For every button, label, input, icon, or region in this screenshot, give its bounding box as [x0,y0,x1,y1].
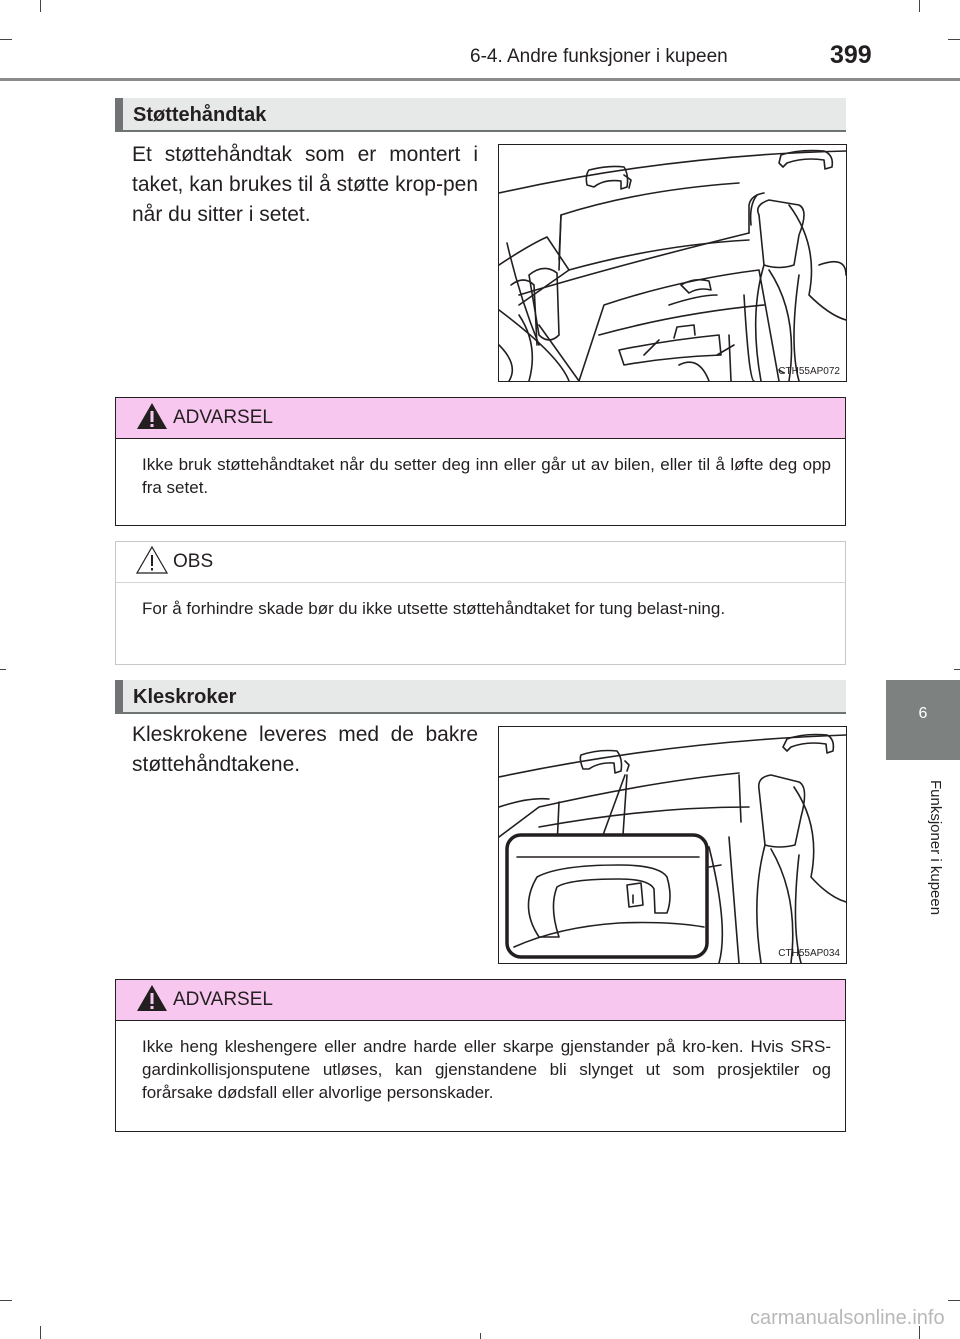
section-title: 6-4. Andre funksjoner i kupeen [470,46,728,67]
page-number: 399 [830,41,872,69]
caution-box [115,541,846,665]
warning-title: ADVARSEL [173,407,273,428]
warning-box [115,397,846,526]
crop-mark [480,1333,481,1339]
warning-header [116,398,845,439]
caution-title: OBS [173,551,214,572]
figure-code: CTH55AP072 [778,366,840,377]
coat-hook-illustration [498,726,847,964]
chapter-title: Funksjoner i kupeen [927,780,944,916]
crop-mark [40,0,41,12]
warning-text: Ikke heng kleshengere eller andre harde eller skarpe gjenstander på kro-ken. Hvis SRS-gardinkollisjonsputene utløses, kan gjenstandene bli slynget ut som prosjektiler og forårsake dødsfall eller alvorlige personskader. [142,1037,831,1102]
section-heading-text: Støttehåndtak [133,104,267,126]
figure-code: CTH55AP034 [778,948,840,959]
crop-mark [948,1300,960,1301]
crop-mark [954,669,960,670]
assist-grip-description: Et støttehåndtak som er montert i taket, kan brukes til å støtte krop-pen når du sitter i setet. [132,143,478,226]
caution-header [116,542,845,583]
assist-grip-drawing [499,145,846,381]
crop-mark [0,669,6,670]
section-heading-coat-hooks [115,680,846,714]
crop-mark [40,1326,41,1339]
warning-text: Ikke bruk støttehåndtaket når du setter deg inn eller går ut av bilen, eller til å løfte deg opp fra setet. [142,455,831,497]
header-rule [0,78,960,81]
section-heading-assist-grip [115,98,846,132]
crop-mark [948,39,960,40]
section-heading-text: Kleskroker [133,686,237,708]
coat-hooks-description-text: Kleskrokene leveres med de bakre støttehåndtakene. [132,723,478,776]
warning-header [116,980,845,1021]
warning-triangle-icon [136,401,168,431]
coat-hooks-description [132,720,478,780]
warning-triangle-icon [136,983,168,1013]
warning-box [115,979,846,1132]
crop-mark [0,1300,12,1301]
chapter-number: 6 [918,705,928,722]
assist-grip-illustration [498,144,847,382]
watermark: carmanualsonline.info [750,1307,945,1329]
crop-mark [0,39,12,40]
coat-hook-drawing [499,727,846,963]
warning-title: ADVARSEL [173,989,273,1010]
caution-text: For å forhindre skade bør du ikke utsette støttehåndtaket for tung belast-ning. [142,599,726,618]
caution-triangle-icon [136,545,168,575]
crop-mark [919,0,920,12]
